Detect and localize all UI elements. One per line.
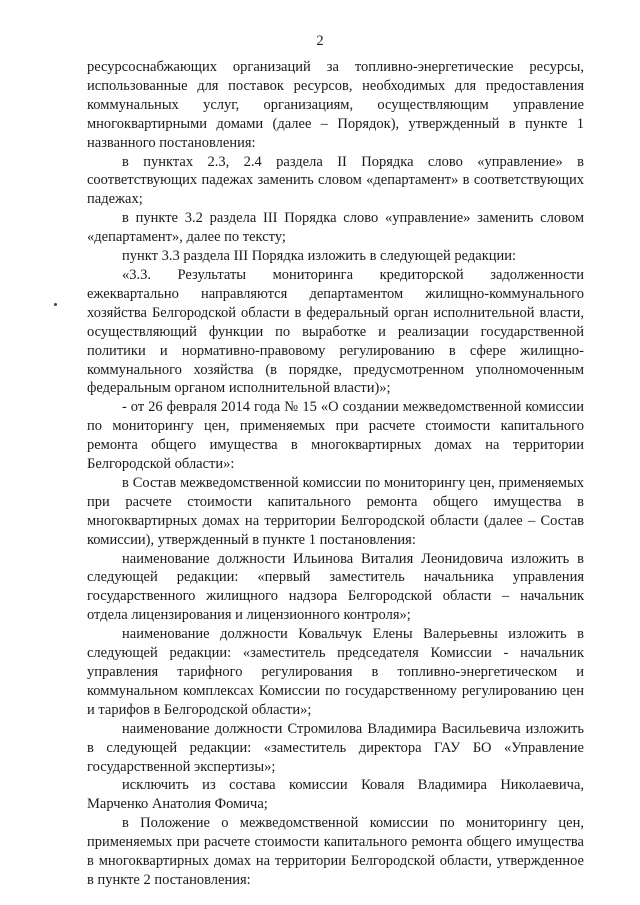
page-number: 2 xyxy=(316,33,324,49)
document-body xyxy=(87,58,584,890)
paragraph: в пунктах 2.3, 2.4 раздела II Порядка слово «управление» в соответствующих падежах заменить словом «департамент» в соответствующих падежах; xyxy=(87,153,584,208)
paragraph: - от 26 февраля 2014 года № 15 «О создании межведомственной комиссии по мониторингу цен, применяемых при расчете стоимости капитального ремонта общего имущества в многоквартирных домах на территории Белгородской области»: xyxy=(87,399,584,473)
paragraph: наименование должности Стромилова Владимира Васильевича изложить в следующей редакции: «заместитель директора ГАУ БО «Управление государственной экспертизы»; xyxy=(87,720,584,775)
paragraph: «3.3. Результаты мониторинга кредиторской задолженности ежеквартально направляются департаментом жилищно-коммунального хозяйства Белгородской области в федеральный орган исполнительной власти, осуществляющий функции по выработке и реализации государственной политики и нормативно-правовому регулированию в сфере жилищно-коммунального хозяйства (в порядке, предусмотренном уполномоченным федеральным органом исполнительной власти)»; xyxy=(87,266,584,397)
margin-mark xyxy=(54,303,57,306)
paragraph: в Состав межведомственной комиссии по мониторингу цен, применяемых при расчете стоимости капитального ремонта общего имущества в многоквартирных домах на территории Белгородской области (далее – Состав комиссии), утвержденный в пункте 1 постановления: xyxy=(87,474,584,548)
paragraph: наименование должности Ильинова Виталия Леонидовича изложить в следующей редакции: «первый заместитель начальника управления государственного жилищного надзора Белгородской области – начальник отдела лицензирования и лицензионного контроля»; xyxy=(87,550,584,624)
paragraph: ресурсоснабжающих организаций за топливно-энергетические ресурсы, использованные для поставок ресурсов, необходимых для предоставления коммунальных услуг, организациям, осуществляющим управление многоквартирными домами (далее – Порядок), утвержденный в пункте 1 названного постановления: xyxy=(87,59,584,151)
paragraph: пункт 3.3 раздела III Порядка изложить в следующей редакции: xyxy=(122,248,517,265)
paragraph: в Положение о межведомственной комиссии по мониторингу цен, применяемых при расчете стоимости капитального ремонта общего имущества в многоквартирных домах на территории Белгородской области, утвержденное в пункте 2 постановления: xyxy=(87,815,584,888)
paragraph: в пункте 3.2 раздела III Порядка слово «управление» заменить словом «департамент», далее по тексту; xyxy=(87,210,584,246)
paragraph: исключить из состава комиссии Коваля Владимира Николаевича, Марченко Анатолия Фомича; xyxy=(87,777,584,813)
paragraph: наименование должности Ковальчук Елены Валерьевны изложить в следующей редакции: «заместитель председателя Комиссии - начальник управления тарифного регулирования в топливно-энергетическом и коммунальном комплексах Комиссии по государственному регулированию цен и тарифов в Белгородской области»; xyxy=(87,626,584,718)
